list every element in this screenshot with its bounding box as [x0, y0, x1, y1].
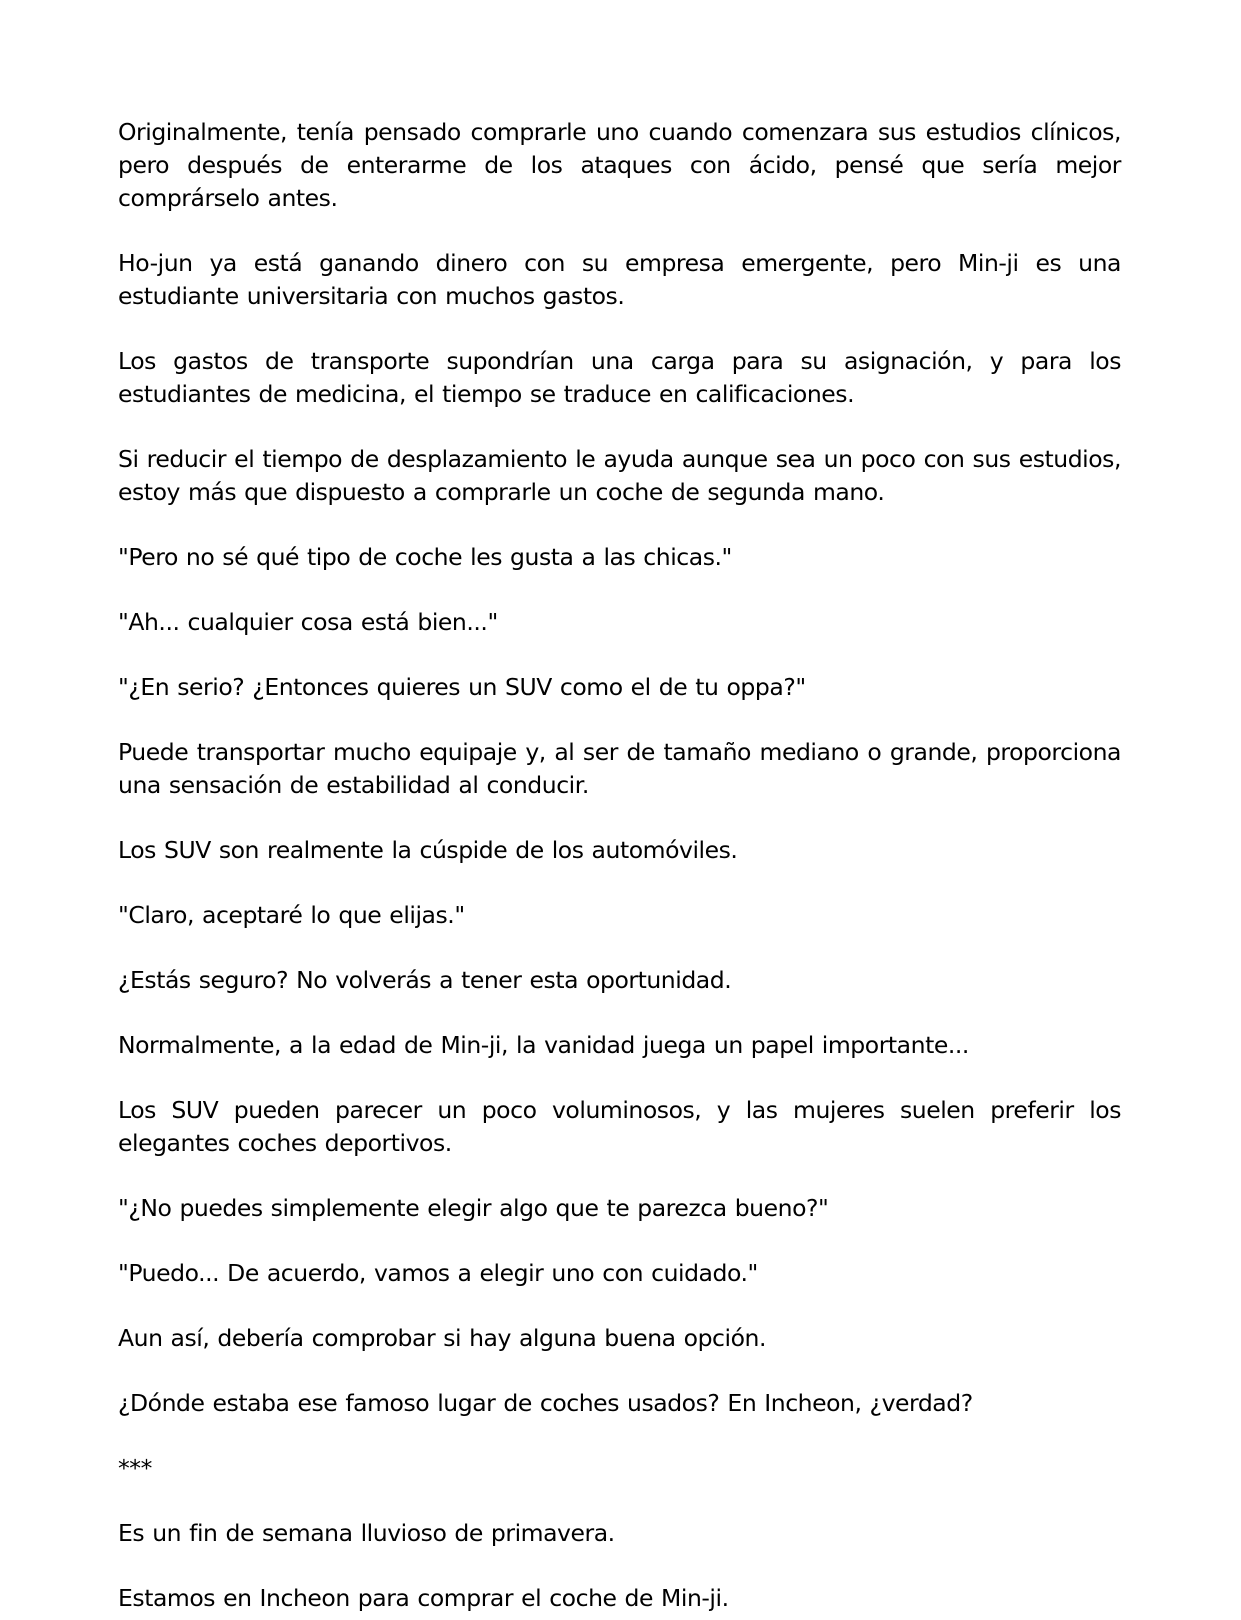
- paragraph: Normalmente, a la edad de Min-ji, la vanidad juega un papel importante...: [118, 1031, 969, 1059]
- paragraph: Los SUV son realmente la cúspide de los automóviles.: [118, 836, 738, 864]
- paragraph: "Puedo... De acuerdo, vamos a elegir uno con cuidado.": [118, 1259, 758, 1287]
- paragraph: Los gastos de transporte supondrían una carga para su asignación, y para los estudiantes de medicina, el tiempo se traduce en calificaciones.: [118, 347, 1121, 408]
- paragraph: "¿En serio? ¿Entonces quieres un SUV como el de tu oppa?": [118, 673, 806, 701]
- paragraph: "¿No puedes simplemente elegir algo que te parezca bueno?": [118, 1194, 829, 1222]
- paragraph: Estamos en Incheon para comprar el coche de Min-ji.: [118, 1584, 729, 1612]
- paragraph: Si reducir el tiempo de desplazamiento le ayuda aunque sea un poco con sus estudios, estoy más que dispuesto a comprarle un coche de segunda mano.: [118, 445, 1121, 506]
- paragraph: "Claro, aceptaré lo que elijas.": [118, 901, 465, 929]
- section-separator: ***: [118, 1454, 152, 1482]
- paragraph: Aun así, debería comprobar si hay alguna buena opción.: [118, 1324, 766, 1352]
- document-body: [118, 116, 1121, 1615]
- paragraph: ¿Estás seguro? No volverás a tener esta oportunidad.: [118, 966, 732, 994]
- paragraph: Ho-jun ya está ganando dinero con su empresa emergente, pero Min-ji es una estudiante universitaria con muchos gastos.: [118, 249, 1121, 310]
- paragraph: ¿Dónde estaba ese famoso lugar de coches usados? En Incheon, ¿verdad?: [118, 1389, 973, 1417]
- paragraph: Los SUV pueden parecer un poco voluminosos, y las mujeres suelen preferir los elegantes coches deportivos.: [118, 1096, 1121, 1157]
- paragraph: Originalmente, tenía pensado comprarle uno cuando comenzara sus estudios clínicos, pero después de enterarme de los ataques con ácido, pensé que sería mejor comprárselo antes.: [118, 118, 1121, 212]
- paragraph: "Pero no sé qué tipo de coche les gusta a las chicas.": [118, 543, 732, 571]
- paragraph: Puede transportar mucho equipaje y, al ser de tamaño mediano o grande, proporciona una sensación de estabilidad al conducir.: [118, 738, 1121, 799]
- paragraph: Es un fin de semana lluvioso de primavera.: [118, 1519, 615, 1547]
- paragraph: "Ah... cualquier cosa está bien...": [118, 608, 498, 636]
